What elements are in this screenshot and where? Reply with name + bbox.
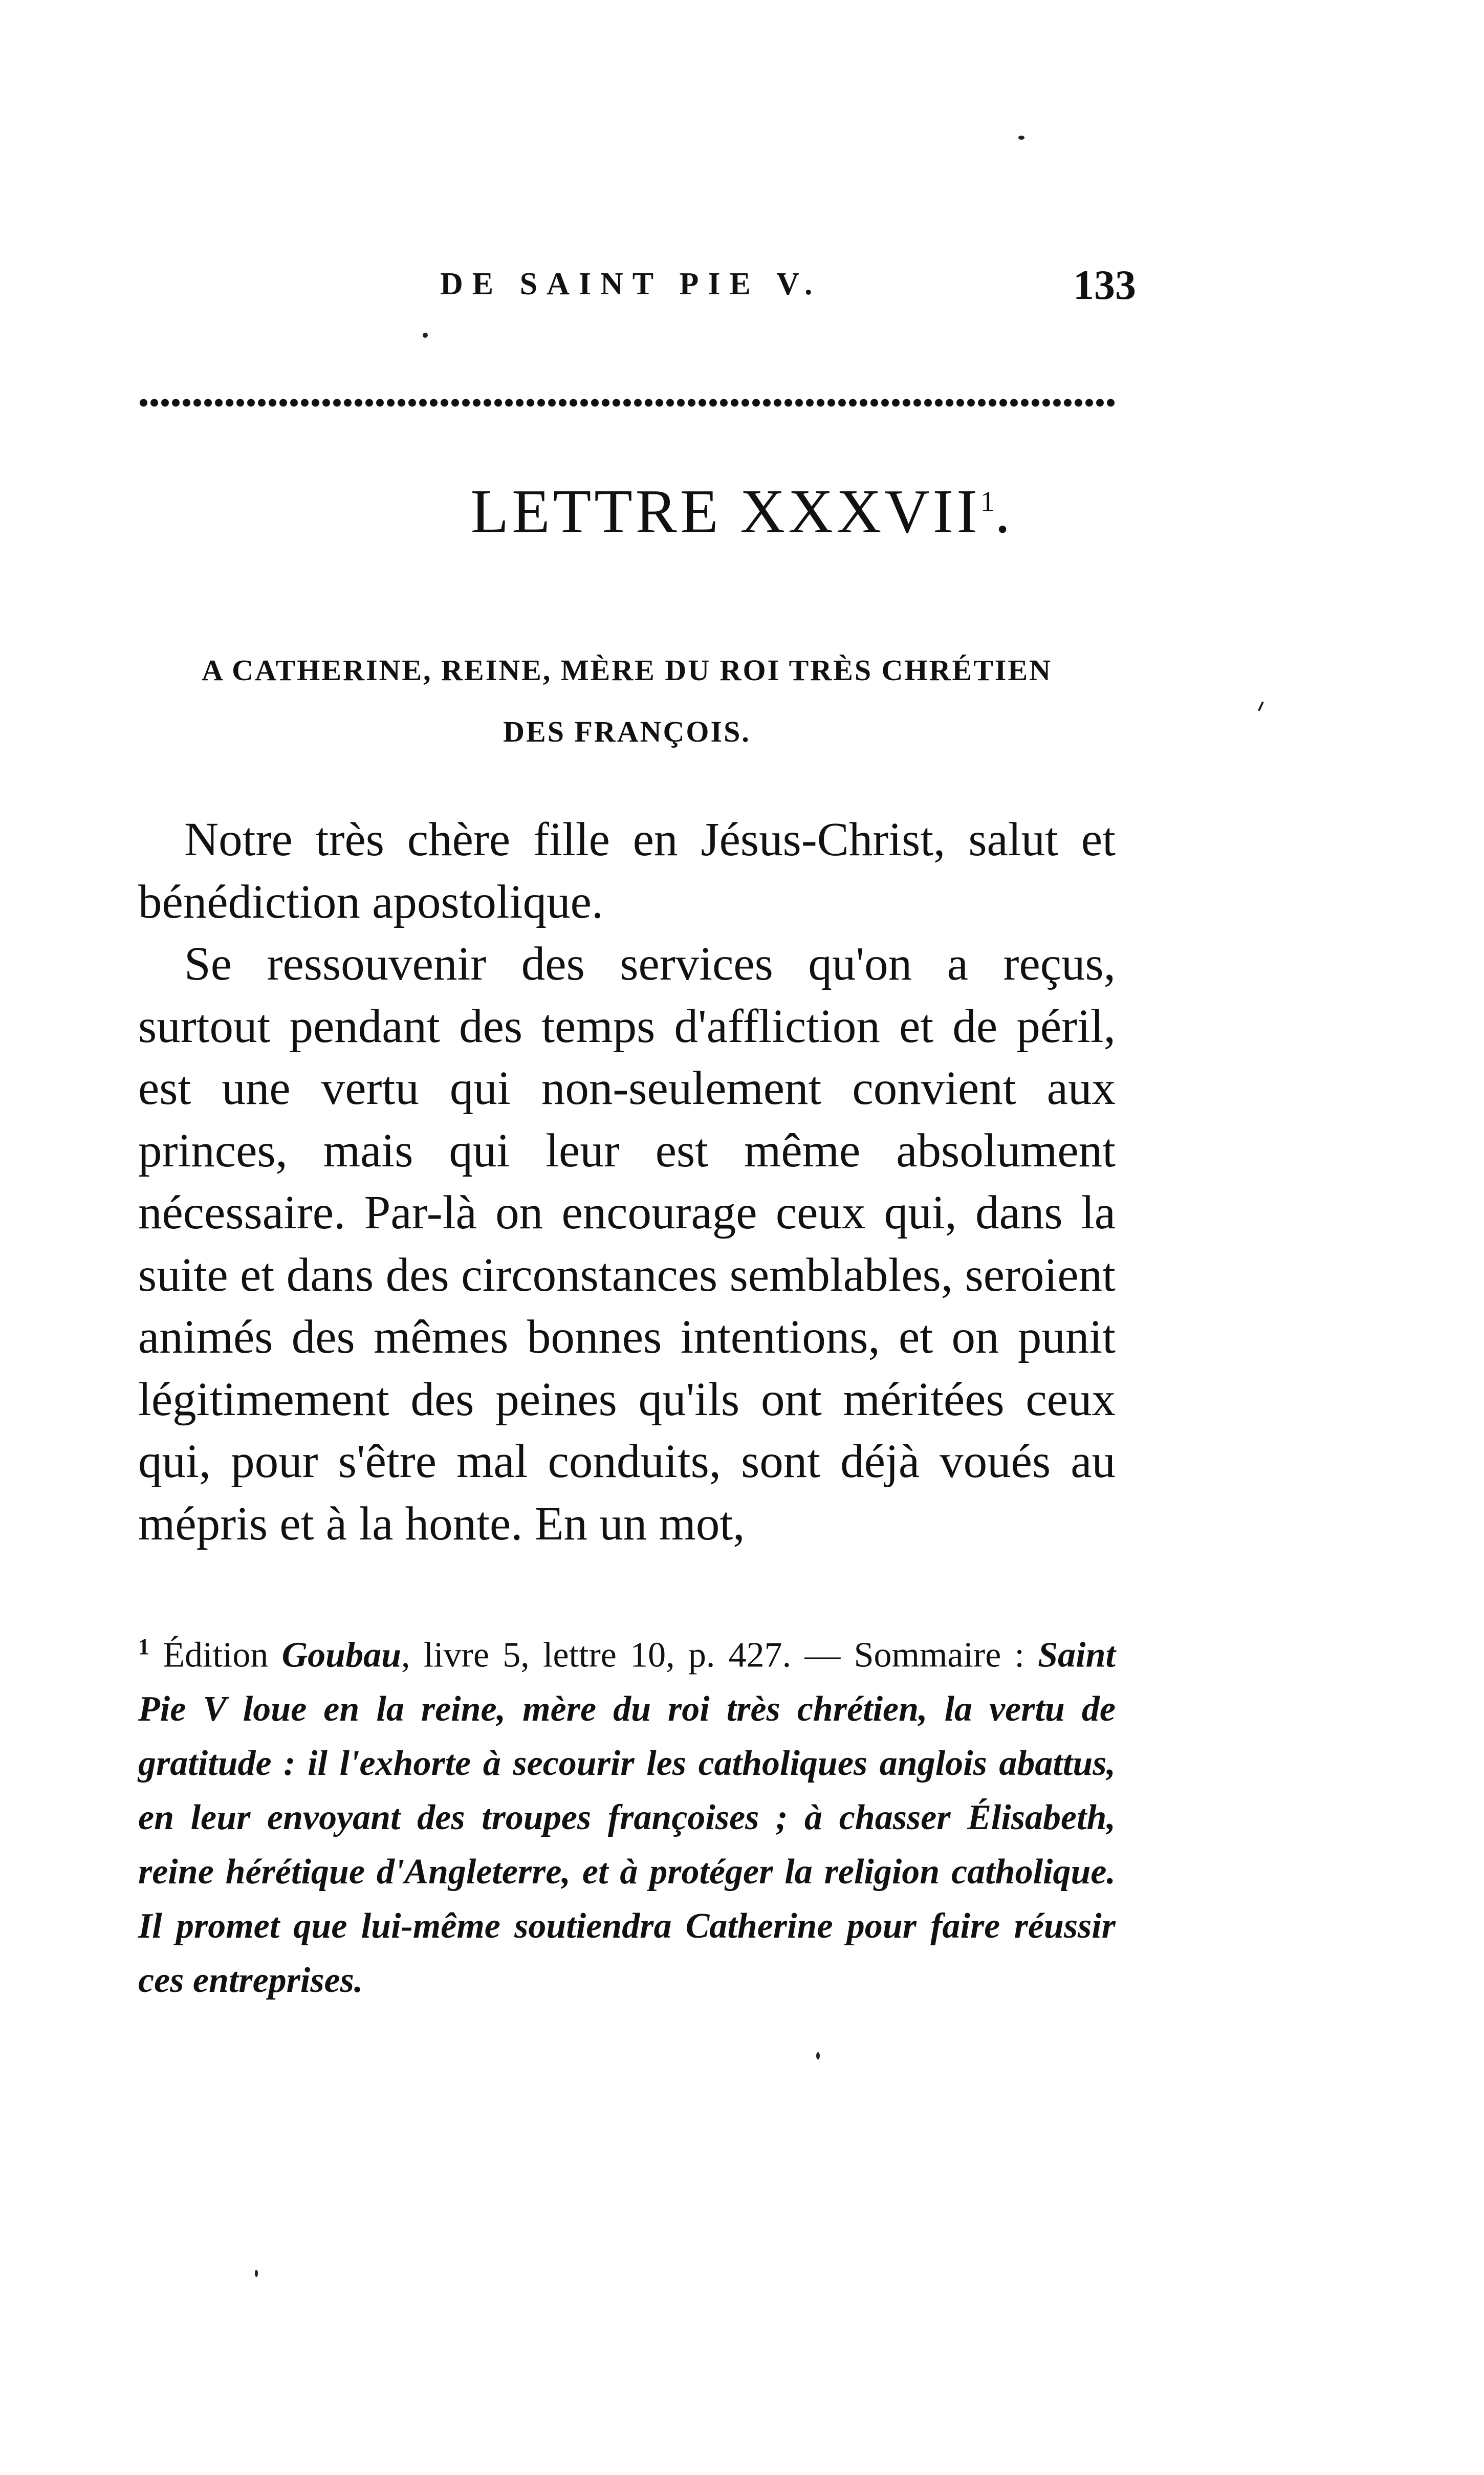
scan-speck <box>1258 701 1264 711</box>
letter-title-text: LETTRE XXXVII <box>470 477 980 546</box>
footnote-reference: 1 <box>980 486 995 518</box>
running-title: DE SAINT PIE V. <box>440 267 822 301</box>
addressee-line-1: A CATHERINE, REINE, MÈRE DU ROI TRÈS CHRÉTIEN <box>201 654 1053 687</box>
footnote-source-rest: , livre 5, lettre 10, p. 427. — Sommaire : <box>401 1635 1024 1675</box>
body-paragraph-1: Notre très chère fille en Jésus-Christ, salut et bénédiction apostolique. <box>138 813 1116 928</box>
letter-body <box>138 809 1116 1555</box>
letter-title: LETTRE XXXVII$^1$. <box>470 477 1014 546</box>
page-number: 133 <box>1073 262 1136 308</box>
scan-speck <box>255 2270 258 2277</box>
body-paragraph-2: Se ressouvenir des services qu'on a reçus, surtout pendant des temps d'affliction et de péril, est une vertu qui non-seulement convient aux princes, mais qui leur est même absolument nécessaire. Par-là on encourage ceux qui, dans la suite et dans des circonstances semblables, seroient animés des mêmes bonnes intentions, et on punit légitimement des peines qu'ils ont méritées ceux qui, pour s'être mal conduits, sont déjà voués au mépris et à la honte. En un mot, <box>138 938 1116 1550</box>
scan-speck <box>423 333 428 338</box>
scan-speck <box>1018 136 1024 140</box>
letter-addressee <box>138 640 1116 763</box>
ornamental-rule <box>138 395 1116 410</box>
addressee-line-2: DES FRANÇOIS. <box>503 715 751 748</box>
footnote-marker: 1 <box>138 1634 149 1659</box>
footnote-summary: Saint Pie V loue en la reine, mère du roi très chrétien, la vertu de gratitude : il l'exhorte à secourir les catholiques anglois abattus, en leur envoyant des troupes françoises ; à chasser Élisabeth, reine hérétique d'Angleterre, et à protéger la religion catholique. Il promet que lui-même soutiendra Catherine pour faire réussir ces entreprises. <box>138 1635 1116 2001</box>
scan-speck <box>816 2052 820 2059</box>
footnote <box>138 1620 1116 2008</box>
footnote-source-prefix: Édition <box>163 1635 282 1675</box>
footnote-source-editor: Goubau <box>281 1635 402 1675</box>
